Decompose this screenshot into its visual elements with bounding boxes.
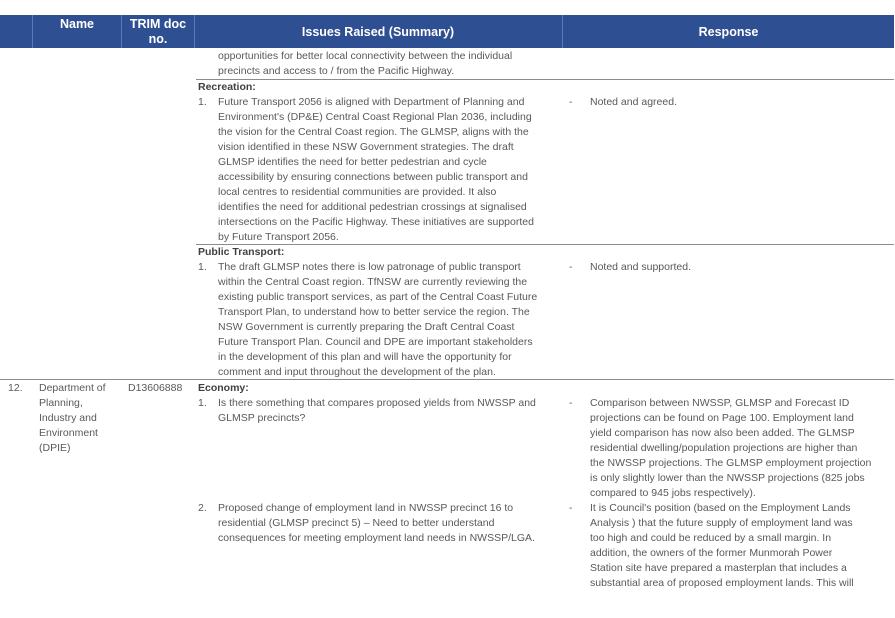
response-text-line: yield comparison has now also been added. The GLMSP <box>590 427 855 439</box>
issue-text-line: NSW Government is currently preparing the Draft Central Coast <box>218 321 515 333</box>
issue-text-line: opportunities for better local connectivity between the individual <box>218 50 513 62</box>
response-text-line: Comparison between NWSSP, GLMSP and Forecast ID <box>590 397 850 409</box>
header-name: Name <box>59 17 95 31</box>
row-divider <box>0 379 894 380</box>
issue-text-line: local centres to residential communities are provided. It also <box>218 186 497 198</box>
issue-text-line: identifies the need for additional pedestrian crossings at signalised <box>218 201 527 213</box>
response-text-line: addition, the owners of the former Munmorah Power <box>590 547 833 559</box>
issue-text-line: comment and input throughout the development of the plan. <box>218 366 496 378</box>
response-text-line: Station site have prepared a masterplan that includes a <box>590 562 847 574</box>
table-header <box>0 15 894 48</box>
section-heading-economy: Economy: <box>198 382 249 394</box>
submitter-name-line: Planning, <box>39 397 83 409</box>
issue-text-line: The draft GLMSP notes there is low patronage of public transport <box>218 261 521 273</box>
submitter-name-line: Environment <box>39 427 98 439</box>
issue-text-line: within the Central Coast region. TfNSW are currently reviewing the <box>218 276 528 288</box>
response-text-line: substantial area of proposed employment lands. This will <box>590 577 854 589</box>
response-text-line: too high and could be reduced by a small margin. In <box>590 532 832 544</box>
issue-text-line: Environment's (DP&E) Central Coast Regional Plan 2036, including <box>218 111 532 123</box>
issue-text-line: vision identified in these NSW Government strategies. The draft <box>218 141 514 153</box>
issue-text-line: consequences for meeting employment land needs in NWSSP/LGA. <box>218 532 535 544</box>
section-heading-recreation: Recreation: <box>198 81 256 93</box>
issue-text-line: Transport Plan, to understand how to better service the region. The <box>218 306 530 318</box>
issue-text-line: Future Transport Plan. Council and DPE are important stakeholders <box>218 336 533 348</box>
response-text-line: residential dwelling/population projections are higher than <box>590 442 858 454</box>
submitter-name-line: Department of <box>39 382 106 394</box>
issue-text-line: precincts and access to / from the Pacific Highway. <box>218 65 455 77</box>
list-marker: 1. <box>198 261 207 273</box>
response-text-line: Analysis ) that the future supply of employment land was <box>590 517 853 529</box>
row-divider <box>196 244 894 245</box>
header-issues: Issues Raised (Summary) <box>301 25 455 39</box>
section-heading-public-transport: Public Transport: <box>198 246 285 258</box>
response-text-line: compared to 945 jobs respectively). <box>590 487 756 499</box>
row-number: 12. <box>8 382 23 394</box>
issue-text-line: GLMSP identifies the need for better pedestrian and cycle <box>218 156 487 168</box>
issue-text-line: accessibility by ensuring connections between public transport and <box>218 171 528 183</box>
issue-text-line: the vision for the Central Coast region. The GLMSP, aligns with the <box>218 126 529 138</box>
list-marker: 2. <box>198 502 207 514</box>
response-text-line: projections can be found on Page 100. Employment land <box>590 412 854 424</box>
response-dash: - <box>569 96 573 108</box>
response-text-line: It is Council's position (based on the Employment Lands <box>590 502 851 514</box>
header-trim-line1: TRIM doc <box>129 17 187 31</box>
response-text-line: the NWSSP projections. The GLMSP employment projection <box>590 457 872 469</box>
response-dash: - <box>569 261 573 273</box>
issue-text-line: Proposed change of employment land in NWSSP precinct 16 to <box>218 502 514 514</box>
issue-text-line: GLMSP precincts? <box>218 412 306 424</box>
submitter-name-line: Industry and <box>39 412 97 424</box>
response-text-line: is only slightly lower than the NWSSP projections (825 jobs <box>590 472 865 484</box>
issue-text-line: existing public transport services, as part of the Central Coast Future <box>218 291 538 303</box>
issue-text-line: Future Transport 2056 is aligned with Department of Planning and <box>218 96 525 108</box>
list-marker: 1. <box>198 397 207 409</box>
trim-doc-number: D13606888 <box>128 382 183 394</box>
issue-text-line: residential (GLMSP precinct 5) – Need to better understand <box>218 517 495 529</box>
issue-text-line: in the development of this plan and will have the opportunity for <box>218 351 512 363</box>
list-marker: 1. <box>198 96 207 108</box>
response-text: Noted and supported. <box>590 261 691 273</box>
header-response: Response <box>698 25 759 39</box>
header-trim-line2: no. <box>148 32 168 46</box>
issue-text-line: Is there something that compares proposed yields from NWSSP and <box>218 397 536 409</box>
issue-text-line: intersections on the Pacific Highway. These initiatives are supported <box>218 216 534 228</box>
response-dash: - <box>569 502 573 514</box>
issue-text-line: by Future Transport 2056. <box>218 231 339 243</box>
response-text: Noted and agreed. <box>590 96 677 108</box>
row-divider <box>196 79 894 80</box>
response-dash: - <box>569 397 573 409</box>
submitter-name-line: (DPIE) <box>39 442 71 454</box>
